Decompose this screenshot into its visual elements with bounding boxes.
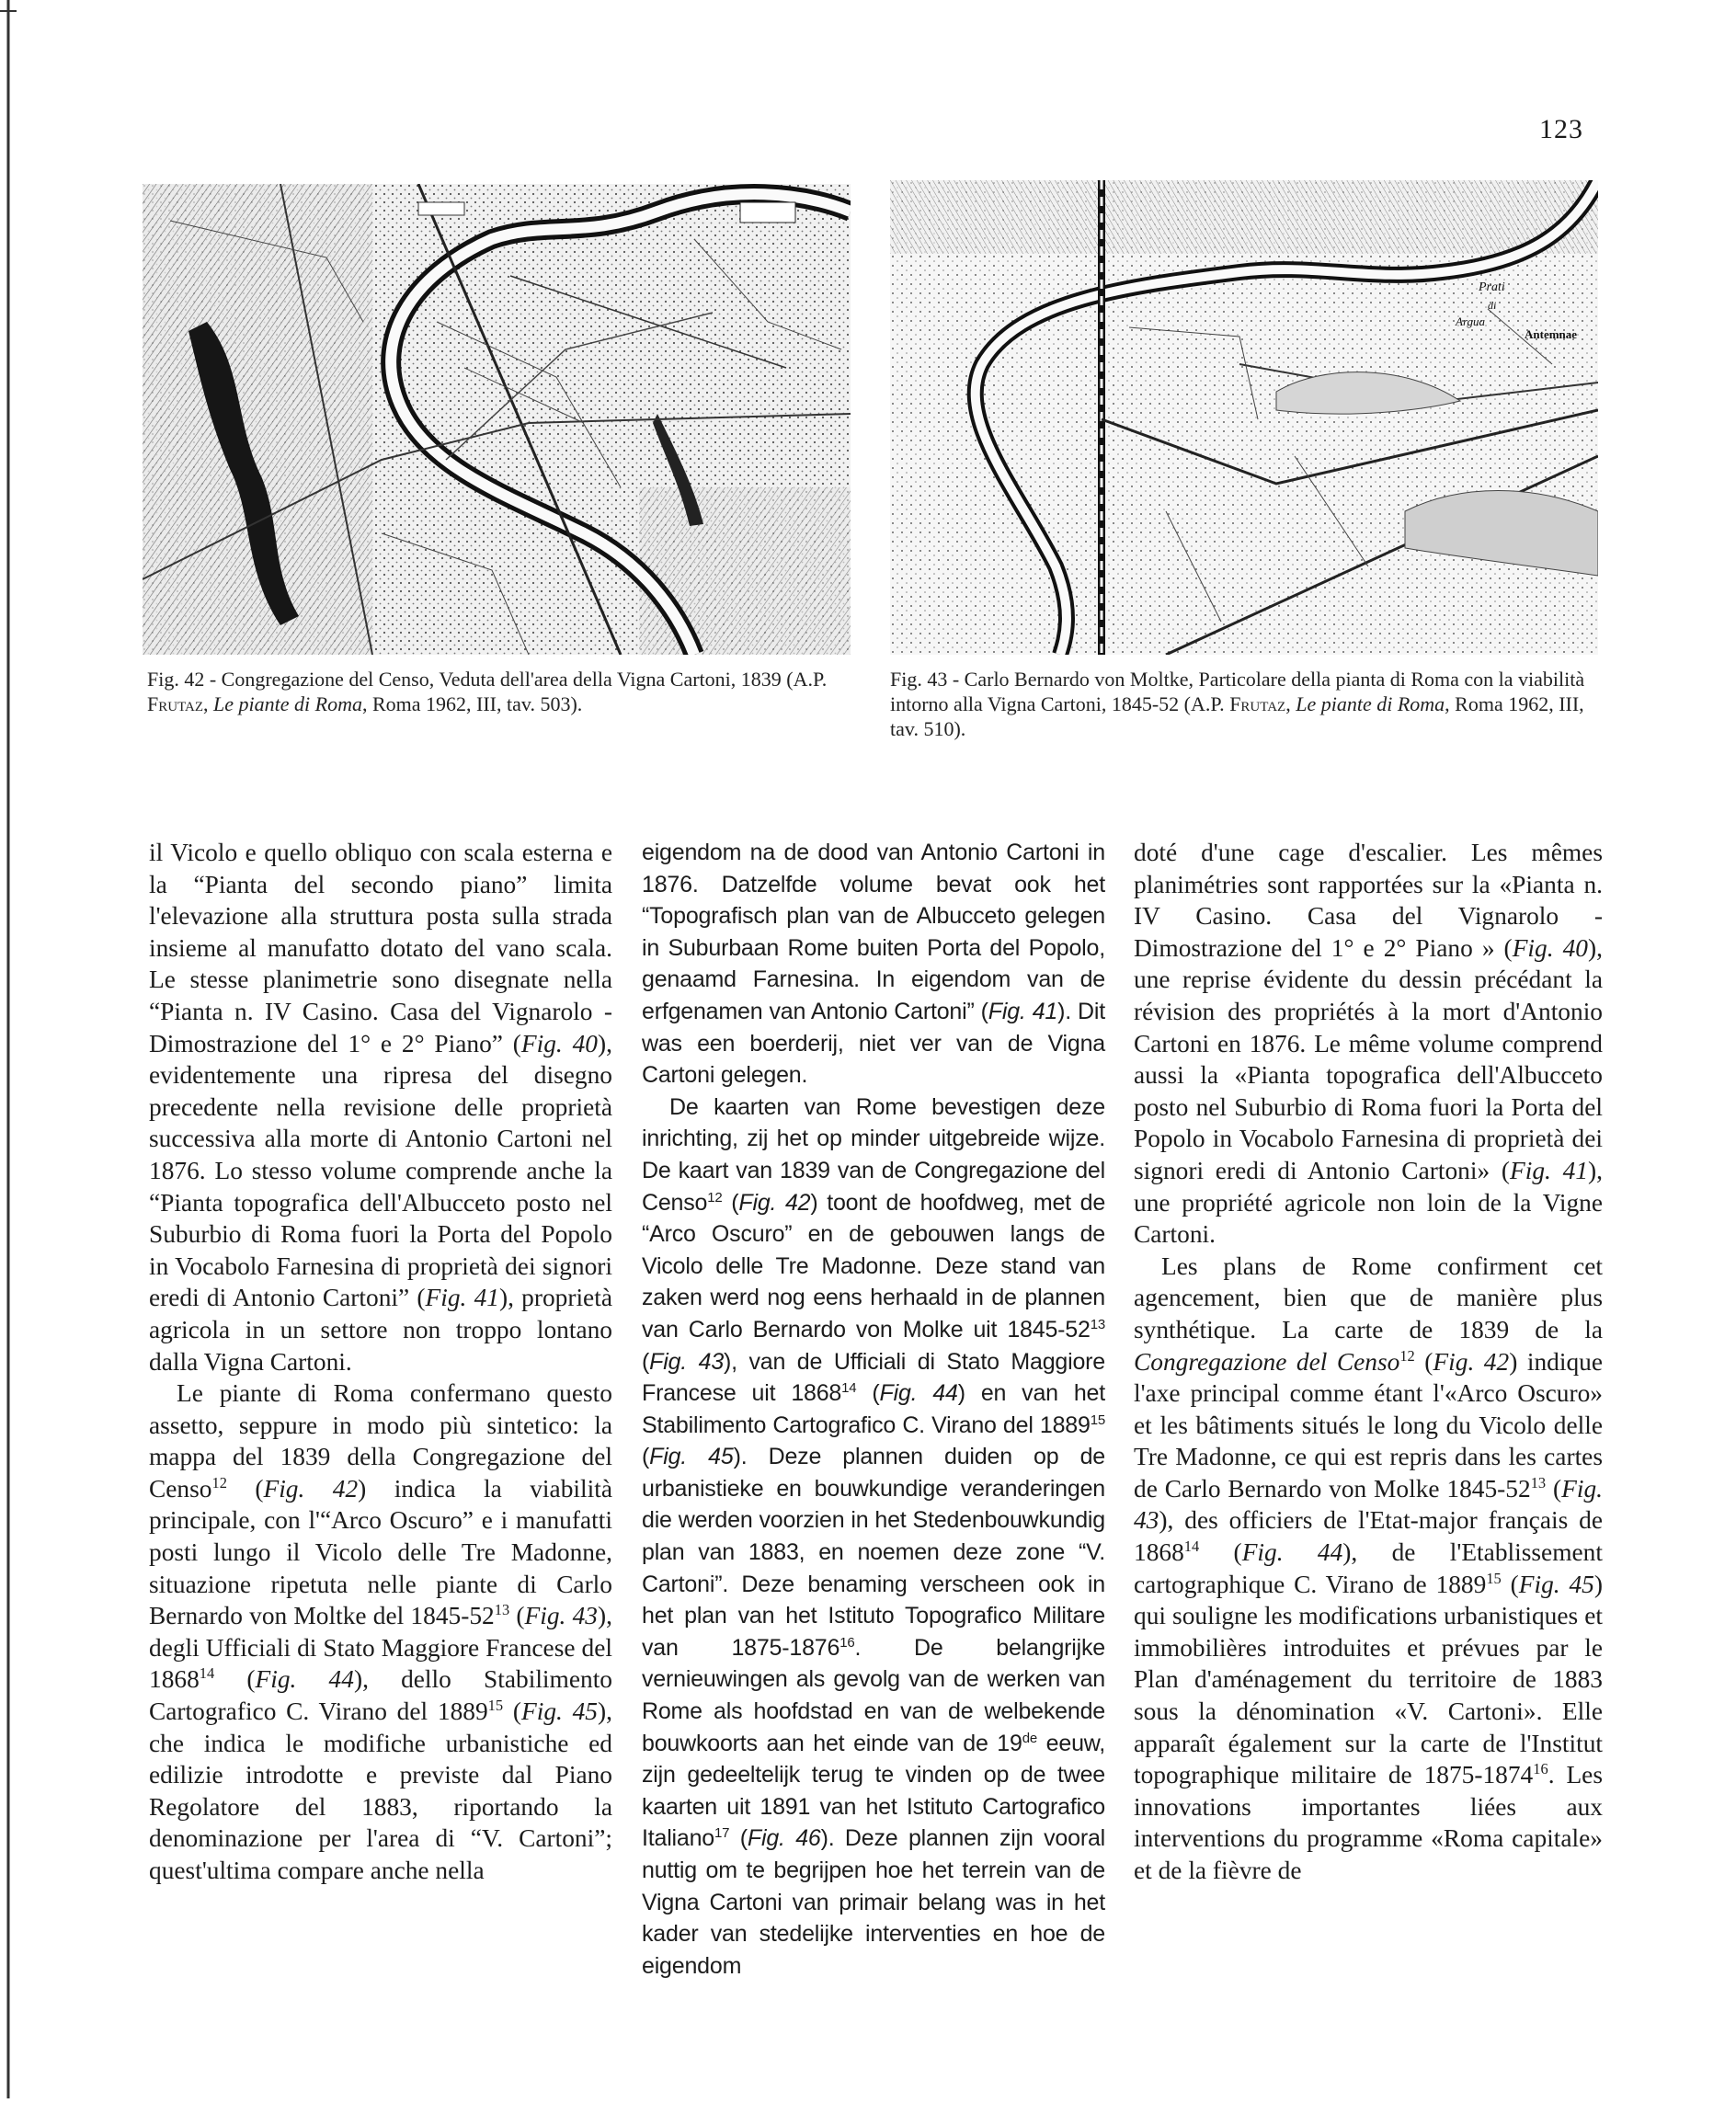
figure-42-map-image bbox=[143, 184, 851, 655]
text-column-french bbox=[1134, 837, 1603, 1887]
paragraph: Le piante di Roma confermano questo assetto, seppure in modo più sintetico: la mappa del 1839 della Congregazione del Censo$^{12}$ (Fig. 42) indica la viabilità principale, con l'“Arco Oscuro” e i manufatti posti lungo il Vicolo delle Tre Madonne, situazione ripetuta nelle piante di Carlo Bernardo von Moltke del $1845-52^{13}$ (Fig. 43), degli Ufficiali di Stato Maggiore Francese del 1868$^{14}$ (Fig. 44), dello Stabilimento Cartografico C. Virano del 1889$^{15}$ (Fig. 45), che indica le modifiche urbanistiche ed edilizie introdotte e previste dal Piano Regolatore del 1883, riportando la denominazione per l'area di “V. Cartoni”; quest'ultima compare anche nella bbox=[149, 1379, 612, 1884]
figure-42-caption: Fig. 42 - Congregazione del Censo, Veduta dell'area della Vigna Cartoni, 1839 (A.P. Frutaz, Le piante di Roma, Roma 1962, III, tav. 503). bbox=[147, 668, 828, 715]
map-label-prati: Prati bbox=[1479, 280, 1505, 294]
page-binding-edge bbox=[0, 0, 17, 2098]
map-label-di: di bbox=[1488, 299, 1497, 312]
text-column-dutch bbox=[642, 837, 1105, 1982]
text-column-italian bbox=[149, 837, 612, 1887]
paragraph: De kaarten van Rome bevestigen deze inrichting, zij het op minder uitgebreide wijze. De kaart van 1839 van de Congregazione del Censo$^{12}$ (Fig. 42) toont de hoofdweg, met de “Arco Oscuro” en de gebouwen langs de Vicolo delle Tre Madonne. Deze stand van zaken werd nog eens herhaald in de plannen van Carlo Bernardo von Molke uit $1845-52^{13}$ (Fig. 43), van de Ufficiali di Stato Maggiore Francese uit 1868$^{14}$ (Fig. 44) en van het Stabilimento Cartografico C. Virano del 1889$^{15}$ (Fig. 45). Deze plannen duiden op de urbanistieke en bouwkundige veranderingen die werden voorzien in het Stedenbouwkundig plan van 1883, en noemen deze zone “V. Cartoni”. Deze benaming verscheen ook in het plan van het Istituto Topografico Militare van 1875-1876$^{16}$. De belangrijke vernieuwingen als gevolg van de werken van Rome als hoofdstad en van de welbekende bouwkoorts aan het einde van de 19de eeuw, zijn gedeeltelijk terug te vinden op de twee kaarten uit 1891 van het Istituto Cartografico Italiano$^{17}$ (Fig. 46). Deze plannen zijn vooral nuttig om te begrijpen hoe het terrein van de Vigna Cartoni van primair belang was in het kader van stedelijke interventies en hoe de eigendom bbox=[642, 1093, 1106, 1979]
page-number: 123 bbox=[1539, 114, 1583, 144]
paragraph: doté d'une cage d'escalier. Les mêmes planimétries sont rapportées sur la «Pianta n. IV Casino. Casa del Vignarolo - Dimostrazione del 1° e 2° Piano » (Fig. 40), une reprise évidente du dessin précédant la révision des propriétés à la mort d'Antonio Cartoni en 1876. Le même volume comprend aussi la «Pianta topografica dell'Albucceto posto nel Suburbio di Roma fuori la Porta del Popolo in Vocabolo Farnesina di proprietà dei signori eredi di Antonio Cartoni» (Fig. 41), une propriété agricole non loin de la Vigne Cartoni. bbox=[1134, 839, 1604, 1249]
paragraph: Les plans de Rome confirment cet agencement, bien que de manière plus synthétique. La carte de 1839 de la Congregazione del Censo$^{12}$ (Fig. 42) indique l'axe principal comme étant l'«Arco Oscuro» et les bâtiments situés le long du Vicolo delle Tre Madonne, ce qui est repris dans les cartes de Carlo Bernardo von Molke $1845-52^{13}$ (Fig. 43), des officiers de l'Etat-major français de 1868$^{14}$ (Fig. 44), de l'Etablissement cartographique C. Virano de 1889$^{15}$ (Fig. 45) qui souligne les modifications urbanistiques et immobilières introduites et prévues par le Plan d'aménagement du territoire de 1883 sous la dénomination «V. Cartoni». Elle apparaît également sur la carte de l'Institut topographique militaire de 1875-1874$^{16}$. Les innovations importantes liées aux interventions du programme «Roma capitale» et de la fièvre de bbox=[1134, 1252, 1604, 1884]
figure-43-caption: Fig. 43 - Carlo Bernardo von Moltke, Particolare della pianta di Roma con la viabilità intorno alla Vigna Cartoni, 1845-52 (A.P. Frutaz, Le piante di Roma, Roma 1962, III, tav. 510). bbox=[890, 668, 1585, 740]
figure-43-map-image bbox=[890, 180, 1598, 655]
map-label-antemnae: Antemnae bbox=[1525, 327, 1578, 341]
paragraph: eigendom na de dood van Antonio Cartoni in 1876. Datzelfde volume bevat ook het “Topografisch plan van de Albucceto gelegen in Suburbaan Rome buiten Porta del Popolo, genaamd Farnesina. In eigendom van de erfgenamen van Antonio Cartoni” (Fig. 41). Dit was een boerderij, niet ver van de Vigna Cartoni gelegen. bbox=[642, 840, 1105, 1089]
map-label-argua: Argua bbox=[1456, 314, 1486, 328]
paragraph: il Vicolo e quello obliquo con scala esterna e la “Pianta del secondo piano” limita l'elevazione alla struttura posta sulla strada insieme al manufatto dotato del vano scala. Le stesse planimetrie sono disegnate nella “Pianta n. IV Casino. Casa del Vignarolo - Dimostrazione del 1° e 2° Piano” (Fig. 40), evidentemente una ripresa del disegno precedente nella revisione delle proprietà successiva alla morte di Antonio Cartoni nel 1876. Lo stesso volume comprende anche la “Pianta topografica dell'Albucceto posto nel Suburbio di Roma fuori la Porta del Popolo in Vocabolo Farnesina di proprietà dei signori eredi di Antonio Cartoni” (Fig. 41), proprietà agricola in un settore non troppo lontano dalla Vigna Cartoni. bbox=[149, 839, 612, 1376]
